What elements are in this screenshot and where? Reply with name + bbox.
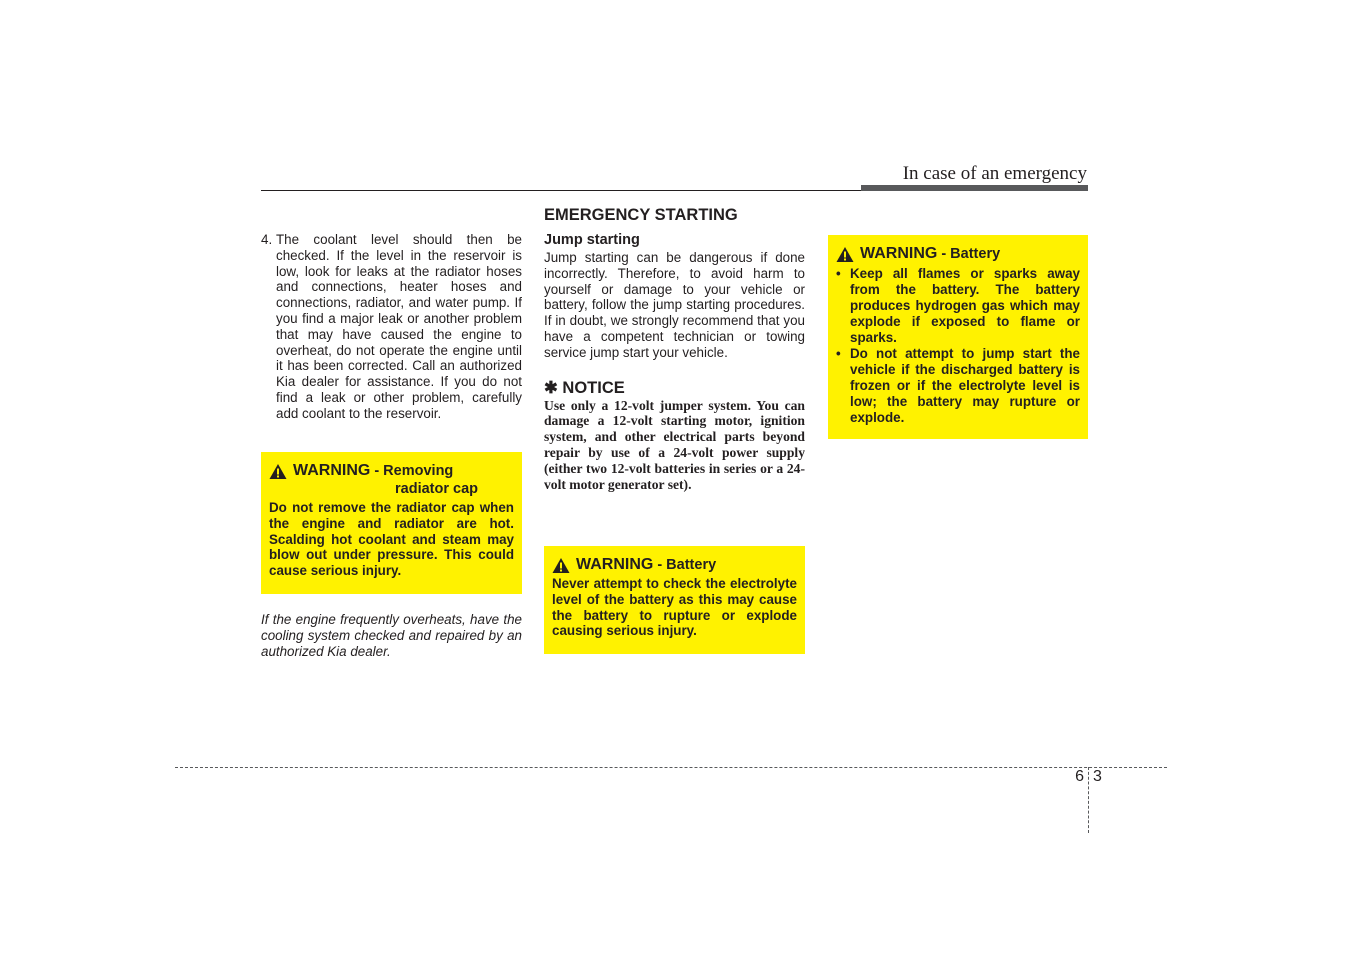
footer-divider <box>1088 767 1089 833</box>
chapter-number: 6 <box>1075 768 1084 785</box>
warning-box-radiator-cap <box>261 452 522 594</box>
step-number: 4. <box>261 232 273 247</box>
warning-triangle-icon <box>269 463 287 480</box>
warning-triangle-icon <box>836 246 854 263</box>
warning-subject-line1: - Removing <box>374 463 454 479</box>
warning-heading <box>269 462 514 498</box>
section-title: EMERGENCY STARTING <box>544 206 738 224</box>
subsection-title: Jump starting <box>544 232 640 248</box>
notice-title: ✱ NOTICE <box>544 378 625 397</box>
middle-column <box>544 205 805 492</box>
warning-text: Never attempt to check the electrolyte level of the battery as this may cause the battery to rupture or explode causing serious injury. <box>552 576 797 639</box>
warning-box-battery-electrolyte <box>544 546 805 654</box>
warning-label: WARNING <box>860 245 938 262</box>
warning-label: WARNING <box>576 556 654 573</box>
warning-heading <box>836 245 1080 263</box>
warning-list <box>836 266 1080 426</box>
header-rule <box>261 190 861 191</box>
left-column <box>261 232 522 422</box>
page-number: 3 <box>1093 768 1102 785</box>
header-bar <box>861 185 1088 191</box>
warning-label: WARNING <box>293 462 371 479</box>
overheat-note: If the engine frequently overheats, have the cooling system checked and repaired by an authorized Kia dealer. <box>261 612 522 659</box>
list-item: • Do not attempt to jump start the vehicle if the discharged battery is frozen or if the electrolyte level is low; the battery may rupture or explode. <box>836 346 1080 426</box>
page-header-title: In case of an emergency <box>902 163 1087 184</box>
warning-subject-line2: radiator cap <box>395 481 478 497</box>
list-item: • Keep all flames or sparks away from the battery. The battery produces hydrogen gas which may explode if exposed to flame or sparks. <box>836 266 1080 346</box>
footer-rule <box>175 767 1167 768</box>
warning-subject: - Battery <box>941 246 1001 262</box>
coolant-step <box>261 232 522 422</box>
warning-box-battery-flames <box>828 235 1088 439</box>
notice-text: Use only a 12-volt jumper system. You can damage a 12-volt starting motor, ignition system, and other electrical parts beyond repair by use of a 24-volt power supply (either two 12-volt batteries in series or a 24-volt motor generator set). <box>544 397 805 492</box>
warning-subject: - Battery <box>657 557 717 573</box>
warning-triangle-icon <box>552 557 570 574</box>
warning-heading <box>552 556 797 574</box>
jump-starting-paragraph: Jump starting can be dangerous if done incorrectly. Therefore, to avoid harm to yourself or damage to your vehicle or battery, follow the jump starting procedures. If in doubt, we strongly recommend that you have a competent technician or towing service jump start your vehicle. <box>544 250 805 360</box>
step-text: The coolant level should then be checked. If the level in the reservoir is low, look for leaks at the radiator hoses and connections, heater hoses and connections, radiator, and water pump. If you find a major leak or another problem that may have caused the engine to overheat, do not operate the engine until it has been corrected. Call an authorized Kia dealer for assistance. If you do not find a leak or other problem, carefully add coolant to the reservoir. <box>276 232 522 421</box>
warning-text: Do not remove the radiator cap when the engine and radiator are hot. Scalding hot coolant and steam may blow out under pressure. This could cause serious injury. <box>269 500 514 579</box>
